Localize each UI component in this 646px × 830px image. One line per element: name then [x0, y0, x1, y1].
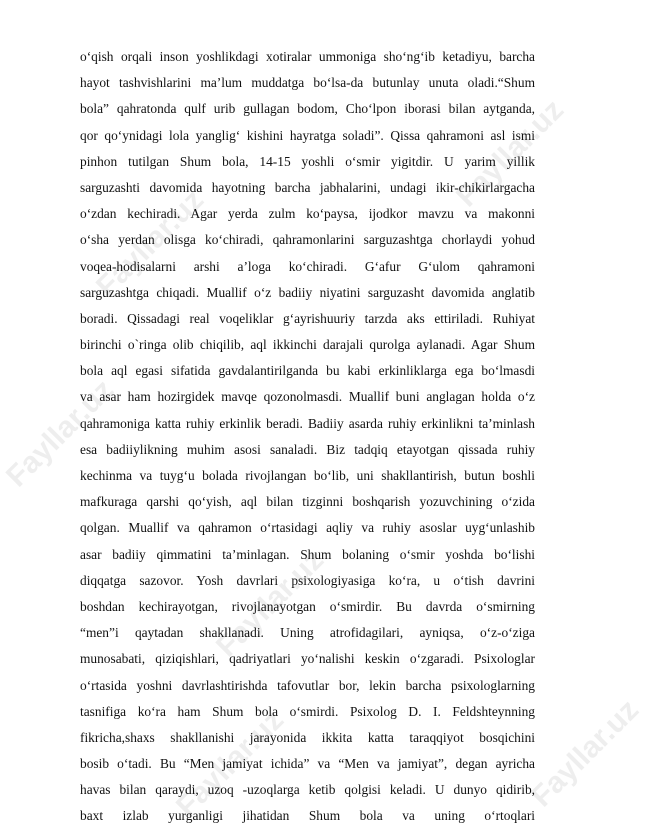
text-line: boshdan kechirayotgan, rivojlanayotgan oʻsmirdir. Bu davrda oʻsmirning	[80, 598, 535, 614]
text-line: esa badiiylikning muhim asosi sanaladi. Biz tadqiq etayotgan qissada ruhiy	[80, 441, 535, 457]
text-line: oʻrtasida yoshni davrlashtirishda tafovutlar bor, lekin barcha psixologlarning	[80, 677, 535, 693]
text-line: va asar ham hozirgidek mavqe qozonolmasdi. Muallif buni anglagan holda oʻz	[80, 389, 535, 405]
text-line: bola” qahratonda qulf urib gullagan bodom, Choʻlpon iborasi bilan aytganda,	[80, 101, 535, 117]
watermark: Fayllar.uz	[170, 703, 291, 824]
text-line: sarguzashti davomida hayotning barcha jabhalarini, undagi ikir-chikirlargacha	[80, 179, 535, 195]
text-line: pinhon tutilgan Shum bola, 14-15 yoshli oʻsmir yigitdir. U yarim yillik	[80, 153, 535, 169]
watermark: Fayllar.uz	[90, 183, 211, 304]
watermark: Fayllar.uz	[525, 693, 646, 814]
text-line: baxt izlab yurganligi jihatidan Shum bola va uning oʻrtoqlari	[80, 808, 535, 824]
text-line: voqea-hodisalarni arshi aʼloga koʻchiradi. Gʻafur Gʻulom qahramoni	[80, 258, 535, 274]
text-line: bosib oʻtadi. Bu “Men jamiyat ichida” va “Men va jamiyat”, degan ayricha	[80, 756, 535, 772]
text-line: sarguzashtga chiqadi. Muallif oʻz badiiy niyatini sarguzasht davomida anglatib	[80, 284, 535, 300]
body-paragraph	[80, 44, 535, 830]
text-line: qolgan. Muallif va qahramon oʻrtasidagi aqliy va ruhiy asoslar uygʻunlashib	[80, 520, 535, 536]
text-line: asar badiiy qimmatini taʼminlagan. Shum bolaning oʻsmir yoshda boʻlishi	[80, 546, 535, 562]
text-line: qahramoniga katta ruhiy erkinlik beradi. Badiiy asarda ruhiy erkinlikni taʼminlash	[80, 415, 535, 431]
text-line: oʻsha yerdan olisga koʻchiradi, qahramonlarini sarguzashtga chorlaydi yohud	[80, 232, 535, 248]
watermark: Fayllar.uz	[0, 373, 121, 494]
text-line: havas bilan qaraydi, uzoq -uzoqlarga ketib qolgisi keladi. U dunyo qidirib,	[80, 782, 535, 798]
text-line: tasnifiga koʻra ham Shum bola oʻsmirdi. Psixolog D. I. Feldshteynning	[80, 703, 535, 719]
text-line: diqqatga sazovor. Yosh davrlari psixologiyasiga koʻra, u oʻtish davrini	[80, 572, 535, 588]
text-line: mafkuraga qarshi qoʻyish, aql bilan tizginni boshqarish yozuvchining oʻzida	[80, 494, 535, 510]
text-line: oʻzdan kechiradi. Agar yerda zulm koʻpaysa, ijodkor mavzu va makonni	[80, 206, 535, 222]
text-line: fikricha,shaxs shakllanishi jarayonida ikkita katta taraqqiyot bosqichini	[80, 729, 535, 745]
text-line: munosabati, qiziqishlari, qadriyatlari yoʻnalishi keskin oʻzgaradi. Psixologlar	[80, 651, 535, 667]
watermark: Fayllar.uz	[450, 93, 571, 214]
text-line: kechinma va tuygʻu bolada rivojlangan boʻlib, uni shakllantirish, butun boshli	[80, 468, 535, 483]
text-line: qor qoʻynidagi lola yanglig‘ kishini hayratga soladi”. Qissa qahramoni asl ismi	[80, 127, 535, 143]
text-line: “men”i qaytadan shakllanadi. Uning atrofidagilari, ayniqsa, oʻz-oʻziga	[80, 625, 535, 641]
text-line: oʻqish orqali inson yoshlikdagi xotiralar ummoniga shoʻngʻib ketadiyu, barcha	[80, 49, 535, 64]
text-line: bola aql egasi sifatida gavdalantirilganda bu kabi erkinliklarga ega boʻlmasdi	[80, 363, 535, 379]
text-line: boradi. Qissadagi real voqeliklar gʻayrishuuriy tarzda aks ettiriladi. Ruhiyat	[80, 310, 535, 326]
text-line: birinchi o`ringa olib chiqilib, aql ikkinchi darajali qurolga aylanadi. Agar Shum	[80, 337, 535, 353]
watermark: Fayllar.uz	[210, 543, 331, 664]
text-line: hayot tashvishlarini maʼlum muddatga boʻlsa-da butunlay unuta oladi.“Shum	[80, 75, 535, 91]
